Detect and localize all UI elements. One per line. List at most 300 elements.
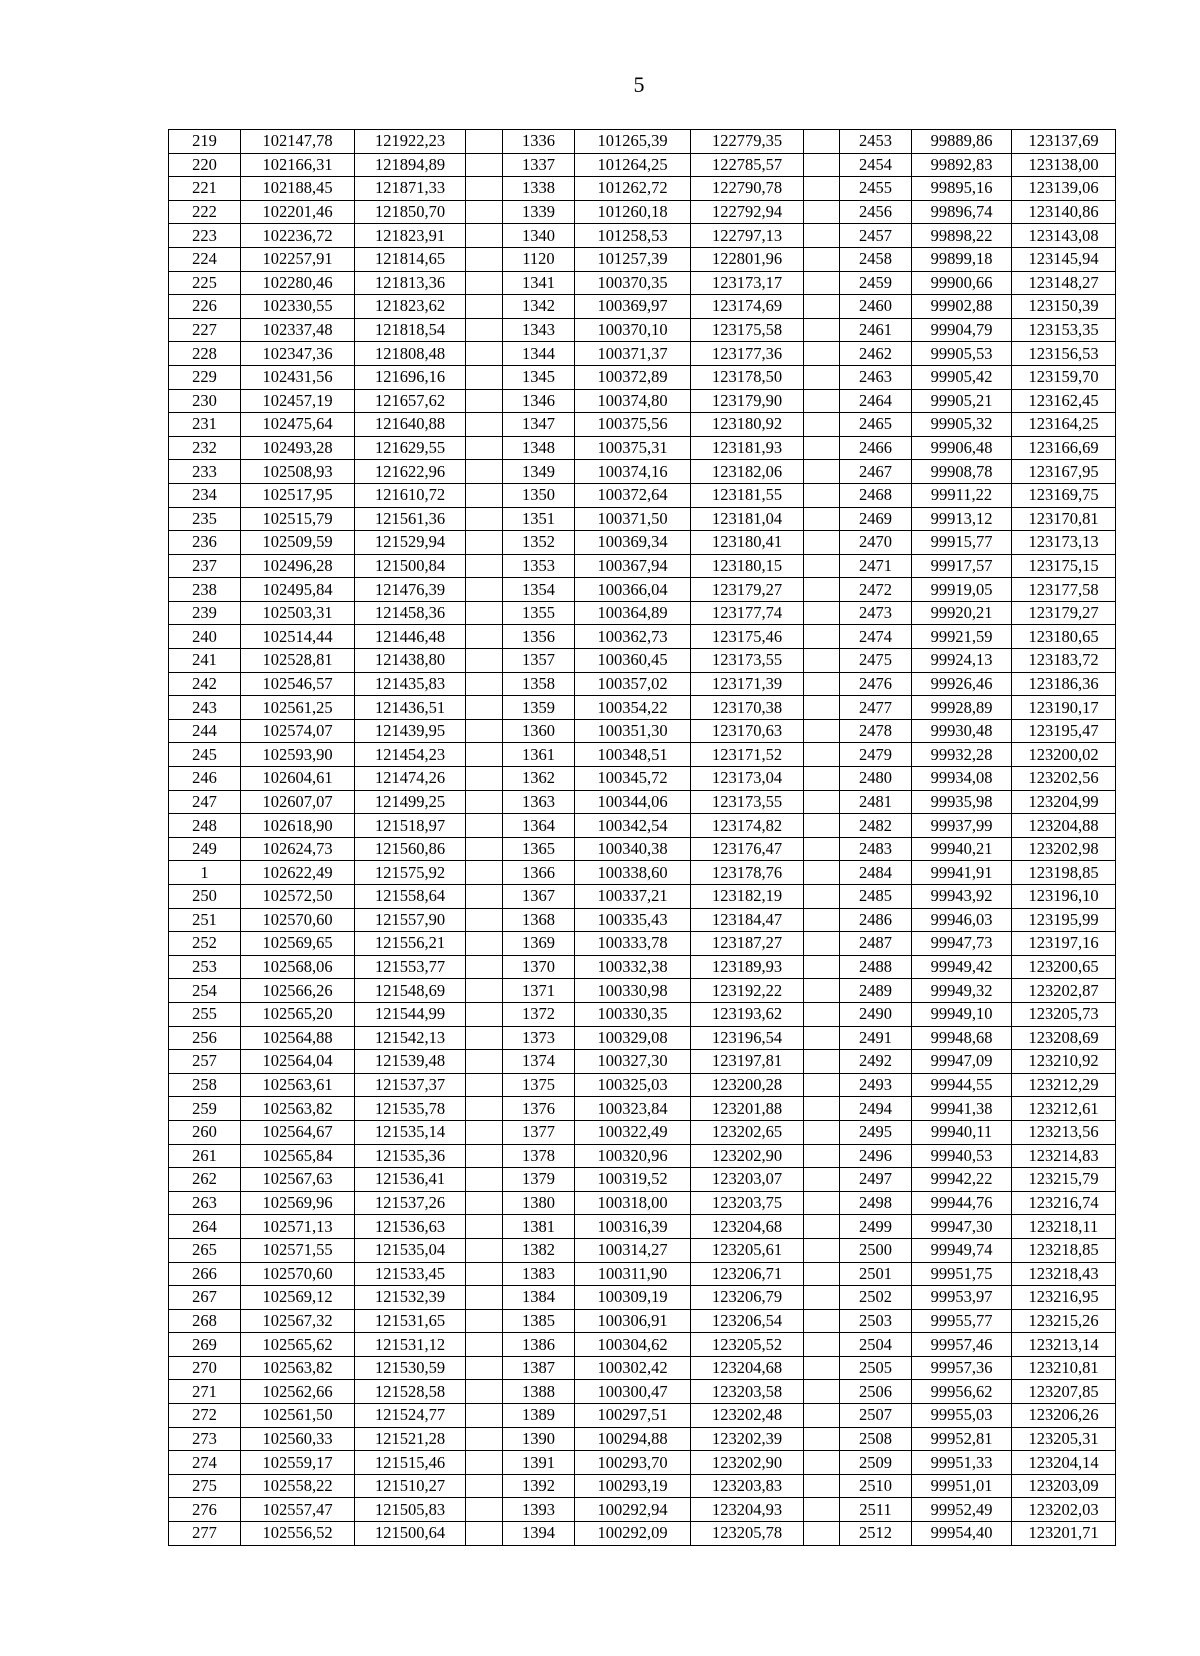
column-spacer bbox=[804, 342, 840, 366]
point-number-cell: 2469 bbox=[840, 507, 912, 531]
point-number-cell: 259 bbox=[169, 1097, 241, 1121]
column-spacer bbox=[466, 554, 503, 578]
point-number-cell: 220 bbox=[169, 153, 241, 177]
y-coordinate-cell: 121435,83 bbox=[355, 672, 466, 696]
y-coordinate-cell: 121533,45 bbox=[355, 1262, 466, 1286]
point-number-cell: 270 bbox=[169, 1356, 241, 1380]
y-coordinate-cell: 123216,95 bbox=[1012, 1286, 1116, 1310]
y-coordinate-cell: 123204,68 bbox=[691, 1215, 804, 1239]
point-number-cell: 2459 bbox=[840, 271, 912, 295]
point-number-cell: 1387 bbox=[503, 1356, 575, 1380]
table-row bbox=[169, 1026, 1116, 1050]
x-coordinate-cell: 102569,12 bbox=[241, 1286, 355, 1310]
y-coordinate-cell: 123200,65 bbox=[1012, 955, 1116, 979]
y-coordinate-cell: 123175,46 bbox=[691, 625, 804, 649]
y-coordinate-cell: 121871,33 bbox=[355, 177, 466, 201]
x-coordinate-cell: 100369,34 bbox=[575, 531, 691, 555]
x-coordinate-cell: 99957,36 bbox=[912, 1356, 1012, 1380]
y-coordinate-cell: 123202,98 bbox=[1012, 837, 1116, 861]
y-coordinate-cell: 122790,78 bbox=[691, 177, 804, 201]
point-number-cell: 267 bbox=[169, 1286, 241, 1310]
point-number-cell: 251 bbox=[169, 908, 241, 932]
point-number-cell: 2498 bbox=[840, 1191, 912, 1215]
y-coordinate-cell: 123170,38 bbox=[691, 696, 804, 720]
table-row bbox=[169, 767, 1116, 791]
y-coordinate-cell: 123197,81 bbox=[691, 1050, 804, 1074]
y-coordinate-cell: 123183,72 bbox=[1012, 649, 1116, 673]
point-number-cell: 2473 bbox=[840, 601, 912, 625]
y-coordinate-cell: 121500,64 bbox=[355, 1522, 466, 1546]
column-spacer bbox=[804, 767, 840, 791]
x-coordinate-cell: 99915,77 bbox=[912, 531, 1012, 555]
x-coordinate-cell: 102563,61 bbox=[241, 1073, 355, 1097]
point-number-cell: 1343 bbox=[503, 318, 575, 342]
point-number-cell: 266 bbox=[169, 1262, 241, 1286]
point-number-cell: 1382 bbox=[503, 1238, 575, 1262]
point-number-cell: 277 bbox=[169, 1522, 241, 1546]
x-coordinate-cell: 102564,04 bbox=[241, 1050, 355, 1074]
column-spacer bbox=[466, 1380, 503, 1404]
x-coordinate-cell: 100344,06 bbox=[575, 790, 691, 814]
y-coordinate-cell: 121823,62 bbox=[355, 295, 466, 319]
point-number-cell: 1389 bbox=[503, 1404, 575, 1428]
y-coordinate-cell: 123213,56 bbox=[1012, 1120, 1116, 1144]
table-row bbox=[169, 790, 1116, 814]
y-coordinate-cell: 123137,69 bbox=[1012, 130, 1116, 154]
y-coordinate-cell: 121530,59 bbox=[355, 1356, 466, 1380]
y-coordinate-cell: 123218,43 bbox=[1012, 1262, 1116, 1286]
table-row bbox=[169, 578, 1116, 602]
x-coordinate-cell: 99949,42 bbox=[912, 955, 1012, 979]
y-coordinate-cell: 122797,13 bbox=[691, 224, 804, 248]
point-number-cell: 1390 bbox=[503, 1427, 575, 1451]
x-coordinate-cell: 99905,53 bbox=[912, 342, 1012, 366]
y-coordinate-cell: 123215,26 bbox=[1012, 1309, 1116, 1333]
x-coordinate-cell: 102509,59 bbox=[241, 531, 355, 555]
column-spacer bbox=[466, 1002, 503, 1026]
column-spacer bbox=[466, 767, 503, 791]
point-number-cell: 1349 bbox=[503, 460, 575, 484]
column-spacer bbox=[804, 743, 840, 767]
x-coordinate-cell: 100369,97 bbox=[575, 295, 691, 319]
y-coordinate-cell: 121823,91 bbox=[355, 224, 466, 248]
point-number-cell: 271 bbox=[169, 1380, 241, 1404]
y-coordinate-cell: 123200,02 bbox=[1012, 743, 1116, 767]
x-coordinate-cell: 102457,19 bbox=[241, 389, 355, 413]
point-number-cell: 1337 bbox=[503, 153, 575, 177]
point-number-cell: 272 bbox=[169, 1404, 241, 1428]
column-spacer bbox=[804, 649, 840, 673]
y-coordinate-cell: 123205,78 bbox=[691, 1522, 804, 1546]
point-number-cell: 231 bbox=[169, 413, 241, 437]
x-coordinate-cell: 99954,40 bbox=[912, 1522, 1012, 1546]
x-coordinate-cell: 102330,55 bbox=[241, 295, 355, 319]
x-coordinate-cell: 101260,18 bbox=[575, 200, 691, 224]
y-coordinate-cell: 121515,46 bbox=[355, 1451, 466, 1475]
column-spacer bbox=[466, 1168, 503, 1192]
x-coordinate-cell: 99949,74 bbox=[912, 1238, 1012, 1262]
y-coordinate-cell: 121446,48 bbox=[355, 625, 466, 649]
x-coordinate-cell: 100360,45 bbox=[575, 649, 691, 673]
x-coordinate-cell: 102236,72 bbox=[241, 224, 355, 248]
x-coordinate-cell: 102566,26 bbox=[241, 979, 355, 1003]
column-spacer bbox=[466, 955, 503, 979]
point-number-cell: 2472 bbox=[840, 578, 912, 602]
x-coordinate-cell: 100322,49 bbox=[575, 1120, 691, 1144]
y-coordinate-cell: 123202,90 bbox=[691, 1451, 804, 1475]
x-coordinate-cell: 102565,62 bbox=[241, 1333, 355, 1357]
point-number-cell: 2496 bbox=[840, 1144, 912, 1168]
point-number-cell: 230 bbox=[169, 389, 241, 413]
point-number-cell: 2464 bbox=[840, 389, 912, 413]
x-coordinate-cell: 99928,89 bbox=[912, 696, 1012, 720]
column-spacer bbox=[804, 318, 840, 342]
table-row bbox=[169, 436, 1116, 460]
column-spacer bbox=[804, 271, 840, 295]
point-number-cell: 1340 bbox=[503, 224, 575, 248]
x-coordinate-cell: 102493,28 bbox=[241, 436, 355, 460]
point-number-cell: 2499 bbox=[840, 1215, 912, 1239]
y-coordinate-cell: 121536,63 bbox=[355, 1215, 466, 1239]
column-spacer bbox=[804, 1380, 840, 1404]
column-spacer bbox=[466, 342, 503, 366]
point-number-cell: 2481 bbox=[840, 790, 912, 814]
y-coordinate-cell: 123203,58 bbox=[691, 1380, 804, 1404]
x-coordinate-cell: 102257,91 bbox=[241, 247, 355, 271]
column-spacer bbox=[804, 1404, 840, 1428]
column-spacer bbox=[466, 224, 503, 248]
column-spacer bbox=[466, 389, 503, 413]
x-coordinate-cell: 102496,28 bbox=[241, 554, 355, 578]
point-number-cell: 258 bbox=[169, 1073, 241, 1097]
point-number-cell: 260 bbox=[169, 1120, 241, 1144]
y-coordinate-cell: 123202,90 bbox=[691, 1144, 804, 1168]
y-coordinate-cell: 123203,83 bbox=[691, 1474, 804, 1498]
x-coordinate-cell: 100318,00 bbox=[575, 1191, 691, 1215]
column-spacer bbox=[466, 1333, 503, 1357]
column-spacer bbox=[804, 861, 840, 885]
point-number-cell: 2471 bbox=[840, 554, 912, 578]
table-row bbox=[169, 342, 1116, 366]
y-coordinate-cell: 123140,86 bbox=[1012, 200, 1116, 224]
point-number-cell: 235 bbox=[169, 507, 241, 531]
x-coordinate-cell: 100374,80 bbox=[575, 389, 691, 413]
table-row bbox=[169, 1380, 1116, 1404]
x-coordinate-cell: 99930,48 bbox=[912, 719, 1012, 743]
x-coordinate-cell: 100304,62 bbox=[575, 1333, 691, 1357]
point-number-cell: 1336 bbox=[503, 130, 575, 154]
point-number-cell: 2501 bbox=[840, 1262, 912, 1286]
table-row bbox=[169, 153, 1116, 177]
y-coordinate-cell: 121629,55 bbox=[355, 436, 466, 460]
table-row bbox=[169, 177, 1116, 201]
x-coordinate-cell: 102618,90 bbox=[241, 814, 355, 838]
y-coordinate-cell: 123162,45 bbox=[1012, 389, 1116, 413]
x-coordinate-cell: 101257,39 bbox=[575, 247, 691, 271]
y-coordinate-cell: 123180,92 bbox=[691, 413, 804, 437]
column-spacer bbox=[466, 719, 503, 743]
x-coordinate-cell: 100340,38 bbox=[575, 837, 691, 861]
y-coordinate-cell: 123205,73 bbox=[1012, 1002, 1116, 1026]
point-number-cell: 249 bbox=[169, 837, 241, 861]
column-spacer bbox=[804, 601, 840, 625]
table-row bbox=[169, 672, 1116, 696]
y-coordinate-cell: 123175,15 bbox=[1012, 554, 1116, 578]
y-coordinate-cell: 123145,94 bbox=[1012, 247, 1116, 271]
point-number-cell: 1377 bbox=[503, 1120, 575, 1144]
column-spacer bbox=[466, 790, 503, 814]
point-number-cell: 274 bbox=[169, 1451, 241, 1475]
column-spacer bbox=[804, 955, 840, 979]
x-coordinate-cell: 102571,13 bbox=[241, 1215, 355, 1239]
point-number-cell: 268 bbox=[169, 1309, 241, 1333]
x-coordinate-cell: 102563,82 bbox=[241, 1356, 355, 1380]
table-row bbox=[169, 1120, 1116, 1144]
point-number-cell: 227 bbox=[169, 318, 241, 342]
y-coordinate-cell: 123193,62 bbox=[691, 1002, 804, 1026]
x-coordinate-cell: 99898,22 bbox=[912, 224, 1012, 248]
x-coordinate-cell: 102503,31 bbox=[241, 601, 355, 625]
x-coordinate-cell: 99956,62 bbox=[912, 1380, 1012, 1404]
y-coordinate-cell: 123138,00 bbox=[1012, 153, 1116, 177]
point-number-cell: 264 bbox=[169, 1215, 241, 1239]
column-spacer bbox=[466, 672, 503, 696]
table-row bbox=[169, 979, 1116, 1003]
column-spacer bbox=[466, 743, 503, 767]
column-spacer bbox=[466, 1404, 503, 1428]
column-spacer bbox=[466, 531, 503, 555]
y-coordinate-cell: 123204,99 bbox=[1012, 790, 1116, 814]
column-spacer bbox=[466, 908, 503, 932]
x-coordinate-cell: 100337,21 bbox=[575, 885, 691, 909]
column-spacer bbox=[804, 413, 840, 437]
y-coordinate-cell: 123139,06 bbox=[1012, 177, 1116, 201]
x-coordinate-cell: 102564,88 bbox=[241, 1026, 355, 1050]
column-spacer bbox=[466, 1144, 503, 1168]
x-coordinate-cell: 102567,63 bbox=[241, 1168, 355, 1192]
x-coordinate-cell: 100372,64 bbox=[575, 483, 691, 507]
x-coordinate-cell: 100292,94 bbox=[575, 1498, 691, 1522]
point-number-cell: 2495 bbox=[840, 1120, 912, 1144]
point-number-cell: 2500 bbox=[840, 1238, 912, 1262]
y-coordinate-cell: 121894,89 bbox=[355, 153, 466, 177]
y-coordinate-cell: 121818,54 bbox=[355, 318, 466, 342]
point-number-cell: 256 bbox=[169, 1026, 241, 1050]
y-coordinate-cell: 121657,62 bbox=[355, 389, 466, 413]
y-coordinate-cell: 121524,77 bbox=[355, 1404, 466, 1428]
table-row bbox=[169, 1333, 1116, 1357]
y-coordinate-cell: 121575,92 bbox=[355, 861, 466, 885]
point-number-cell: 246 bbox=[169, 767, 241, 791]
x-coordinate-cell: 99892,83 bbox=[912, 153, 1012, 177]
point-number-cell: 273 bbox=[169, 1427, 241, 1451]
column-spacer bbox=[804, 932, 840, 956]
point-number-cell: 1354 bbox=[503, 578, 575, 602]
x-coordinate-cell: 100325,03 bbox=[575, 1073, 691, 1097]
column-spacer bbox=[804, 177, 840, 201]
point-number-cell: 257 bbox=[169, 1050, 241, 1074]
y-coordinate-cell: 123205,31 bbox=[1012, 1427, 1116, 1451]
y-coordinate-cell: 123198,85 bbox=[1012, 861, 1116, 885]
coordinates-table bbox=[168, 129, 1116, 1546]
y-coordinate-cell: 123186,36 bbox=[1012, 672, 1116, 696]
column-spacer bbox=[466, 200, 503, 224]
x-coordinate-cell: 100297,51 bbox=[575, 1404, 691, 1428]
point-number-cell: 250 bbox=[169, 885, 241, 909]
x-coordinate-cell: 101262,72 bbox=[575, 177, 691, 201]
point-number-cell: 1391 bbox=[503, 1451, 575, 1475]
column-spacer bbox=[466, 1309, 503, 1333]
column-spacer bbox=[466, 436, 503, 460]
column-spacer bbox=[466, 1522, 503, 1546]
point-number-cell: 2490 bbox=[840, 1002, 912, 1026]
x-coordinate-cell: 102574,07 bbox=[241, 719, 355, 743]
point-number-cell: 2491 bbox=[840, 1026, 912, 1050]
x-coordinate-cell: 99953,97 bbox=[912, 1286, 1012, 1310]
column-spacer bbox=[804, 1474, 840, 1498]
column-spacer bbox=[466, 1097, 503, 1121]
column-spacer bbox=[466, 1120, 503, 1144]
x-coordinate-cell: 100311,90 bbox=[575, 1262, 691, 1286]
column-spacer bbox=[804, 1097, 840, 1121]
x-coordinate-cell: 99937,99 bbox=[912, 814, 1012, 838]
column-spacer bbox=[466, 885, 503, 909]
y-coordinate-cell: 123180,41 bbox=[691, 531, 804, 555]
x-coordinate-cell: 102166,31 bbox=[241, 153, 355, 177]
y-coordinate-cell: 123153,35 bbox=[1012, 318, 1116, 342]
x-coordinate-cell: 99934,08 bbox=[912, 767, 1012, 791]
x-coordinate-cell: 101258,53 bbox=[575, 224, 691, 248]
point-number-cell: 1360 bbox=[503, 719, 575, 743]
point-number-cell: 233 bbox=[169, 460, 241, 484]
y-coordinate-cell: 121438,80 bbox=[355, 649, 466, 673]
y-coordinate-cell: 121510,27 bbox=[355, 1474, 466, 1498]
x-coordinate-cell: 100294,88 bbox=[575, 1427, 691, 1451]
column-spacer bbox=[466, 601, 503, 625]
table-row bbox=[169, 130, 1116, 154]
x-coordinate-cell: 102569,96 bbox=[241, 1191, 355, 1215]
x-coordinate-cell: 102568,06 bbox=[241, 955, 355, 979]
y-coordinate-cell: 123178,50 bbox=[691, 365, 804, 389]
y-coordinate-cell: 121813,36 bbox=[355, 271, 466, 295]
column-spacer bbox=[804, 696, 840, 720]
x-coordinate-cell: 100357,02 bbox=[575, 672, 691, 696]
x-coordinate-cell: 99904,79 bbox=[912, 318, 1012, 342]
point-number-cell: 269 bbox=[169, 1333, 241, 1357]
column-spacer bbox=[804, 1191, 840, 1215]
point-number-cell: 1369 bbox=[503, 932, 575, 956]
y-coordinate-cell: 121535,36 bbox=[355, 1144, 466, 1168]
y-coordinate-cell: 123171,39 bbox=[691, 672, 804, 696]
y-coordinate-cell: 123205,61 bbox=[691, 1238, 804, 1262]
point-number-cell: 1383 bbox=[503, 1262, 575, 1286]
x-coordinate-cell: 100332,38 bbox=[575, 955, 691, 979]
point-number-cell: 1357 bbox=[503, 649, 575, 673]
x-coordinate-cell: 100364,89 bbox=[575, 601, 691, 625]
x-coordinate-cell: 100292,09 bbox=[575, 1522, 691, 1546]
y-coordinate-cell: 123180,15 bbox=[691, 554, 804, 578]
point-number-cell: 1359 bbox=[503, 696, 575, 720]
y-coordinate-cell: 122801,96 bbox=[691, 247, 804, 271]
point-number-cell: 222 bbox=[169, 200, 241, 224]
column-spacer bbox=[466, 625, 503, 649]
x-coordinate-cell: 101265,39 bbox=[575, 130, 691, 154]
x-coordinate-cell: 99932,28 bbox=[912, 743, 1012, 767]
x-coordinate-cell: 102561,50 bbox=[241, 1404, 355, 1428]
point-number-cell: 2480 bbox=[840, 767, 912, 791]
y-coordinate-cell: 121561,36 bbox=[355, 507, 466, 531]
point-number-cell: 1 bbox=[169, 861, 241, 885]
column-spacer bbox=[466, 1286, 503, 1310]
point-number-cell: 2493 bbox=[840, 1073, 912, 1097]
point-number-cell: 236 bbox=[169, 531, 241, 555]
y-coordinate-cell: 123148,27 bbox=[1012, 271, 1116, 295]
y-coordinate-cell: 123207,85 bbox=[1012, 1380, 1116, 1404]
y-coordinate-cell: 121531,12 bbox=[355, 1333, 466, 1357]
point-number-cell: 2510 bbox=[840, 1474, 912, 1498]
table-row bbox=[169, 1404, 1116, 1428]
point-number-cell: 2465 bbox=[840, 413, 912, 437]
point-number-cell: 2508 bbox=[840, 1427, 912, 1451]
column-spacer bbox=[804, 531, 840, 555]
point-number-cell: 241 bbox=[169, 649, 241, 673]
y-coordinate-cell: 123212,29 bbox=[1012, 1073, 1116, 1097]
x-coordinate-cell: 100309,19 bbox=[575, 1286, 691, 1310]
column-spacer bbox=[804, 979, 840, 1003]
point-number-cell: 244 bbox=[169, 719, 241, 743]
point-number-cell: 2511 bbox=[840, 1498, 912, 1522]
column-spacer bbox=[804, 247, 840, 271]
x-coordinate-cell: 102147,78 bbox=[241, 130, 355, 154]
point-number-cell: 1376 bbox=[503, 1097, 575, 1121]
y-coordinate-cell: 123175,58 bbox=[691, 318, 804, 342]
x-coordinate-cell: 99940,21 bbox=[912, 837, 1012, 861]
point-number-cell: 1375 bbox=[503, 1073, 575, 1097]
x-coordinate-cell: 99949,32 bbox=[912, 979, 1012, 1003]
x-coordinate-cell: 99889,86 bbox=[912, 130, 1012, 154]
x-coordinate-cell: 99947,09 bbox=[912, 1050, 1012, 1074]
point-number-cell: 2482 bbox=[840, 814, 912, 838]
x-coordinate-cell: 102528,81 bbox=[241, 649, 355, 673]
y-coordinate-cell: 121528,58 bbox=[355, 1380, 466, 1404]
x-coordinate-cell: 100293,19 bbox=[575, 1474, 691, 1498]
column-spacer bbox=[466, 1050, 503, 1074]
x-coordinate-cell: 102347,36 bbox=[241, 342, 355, 366]
x-coordinate-cell: 99905,32 bbox=[912, 413, 1012, 437]
point-number-cell: 228 bbox=[169, 342, 241, 366]
y-coordinate-cell: 123195,99 bbox=[1012, 908, 1116, 932]
column-spacer bbox=[804, 1451, 840, 1475]
x-coordinate-cell: 99943,92 bbox=[912, 885, 1012, 909]
x-coordinate-cell: 100375,31 bbox=[575, 436, 691, 460]
column-spacer bbox=[804, 625, 840, 649]
table-row bbox=[169, 814, 1116, 838]
y-coordinate-cell: 123218,85 bbox=[1012, 1238, 1116, 1262]
point-number-cell: 226 bbox=[169, 295, 241, 319]
point-number-cell: 2467 bbox=[840, 460, 912, 484]
x-coordinate-cell: 102508,93 bbox=[241, 460, 355, 484]
y-coordinate-cell: 123173,55 bbox=[691, 790, 804, 814]
point-number-cell: 254 bbox=[169, 979, 241, 1003]
y-coordinate-cell: 123173,17 bbox=[691, 271, 804, 295]
x-coordinate-cell: 100293,70 bbox=[575, 1451, 691, 1475]
y-coordinate-cell: 121610,72 bbox=[355, 483, 466, 507]
table-row bbox=[169, 1309, 1116, 1333]
y-coordinate-cell: 121500,84 bbox=[355, 554, 466, 578]
x-coordinate-cell: 102201,46 bbox=[241, 200, 355, 224]
y-coordinate-cell: 121529,94 bbox=[355, 531, 466, 555]
y-coordinate-cell: 123206,26 bbox=[1012, 1404, 1116, 1428]
